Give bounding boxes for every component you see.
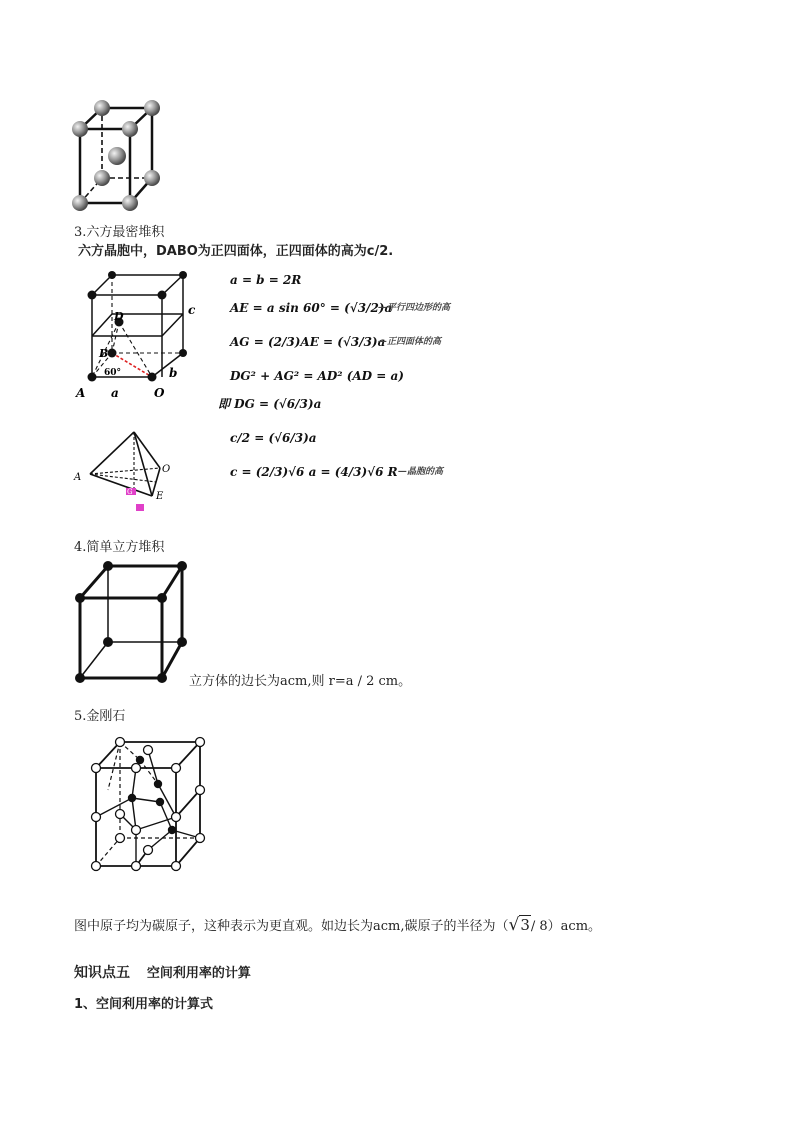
hcp-formulas	[218, 270, 470, 490]
formula-note: —平行四边形的高	[378, 303, 451, 313]
section-label-hcp: 3.六方最密堆积	[74, 225, 165, 240]
diamond-figure	[82, 730, 222, 880]
formula-row	[230, 366, 470, 394]
hcp-caption: 六方晶胞中，DABO为正四面体，正四面体的高为c/2.	[78, 244, 394, 259]
section-label-simple-cubic: 4.简单立方堆积	[74, 540, 165, 555]
hcp-label-A: A	[76, 386, 86, 400]
diamond-desc	[74, 917, 601, 935]
formula-text: c = (2/3)√6 a = (4/3)√6 R	[230, 465, 398, 479]
hcp-cell-figure	[72, 264, 202, 409]
tetra-label-G: G	[127, 488, 133, 496]
hcp-label-O: O	[154, 386, 165, 400]
formula-row	[230, 270, 470, 298]
formula-note: —正四面体的高	[378, 337, 442, 347]
diamond-desc-prefix: 图中原子均为碳原子，这种表示为更直观。如边长为acm,碳原子的半径为（	[74, 919, 509, 934]
section-label-diamond: 5.金刚石	[74, 709, 126, 724]
knowledge-heading	[74, 962, 251, 982]
hcp-label-B: B	[99, 347, 109, 360]
formula-row	[230, 332, 470, 366]
formula-text: a = b = 2R	[230, 273, 302, 287]
knowledge-subtitle: 空间利用率的计算	[146, 966, 251, 981]
formula-row	[218, 394, 470, 428]
hcp-label-b: b	[169, 366, 178, 380]
formula-text: 即 DG = (√6/3)a	[218, 397, 322, 411]
bcc-cube-figure	[70, 96, 170, 216]
simple-cubic-figure	[72, 560, 192, 686]
tetrahedron-figure	[72, 428, 182, 518]
knowledge-title: 知识点五	[74, 965, 130, 981]
formula-note: —晶胞的高	[398, 467, 444, 477]
hcp-label-c: c	[188, 303, 196, 317]
hcp-label-a: a	[111, 386, 119, 400]
tetra-label-E: E	[156, 491, 164, 502]
formula-row	[230, 428, 470, 462]
tetra-label-O: O	[162, 464, 171, 475]
diamond-desc-suffix: / 8）acm。	[530, 919, 602, 934]
formula-text: AE = a sin 60° = (√3/2)a	[230, 301, 393, 315]
knowledge-item-1: 1、空间利用率的计算式	[74, 997, 214, 1012]
simple-cubic-desc: 立方体的边长为acm,则 r=a / 2 cm。	[189, 674, 412, 689]
sqrt-sign: √	[508, 915, 520, 935]
formula-row	[230, 462, 470, 490]
formula-row	[230, 298, 470, 332]
tetra-label-A: A	[74, 472, 82, 483]
formula-text: c/2 = (√6/3)a	[230, 431, 317, 445]
sqrt-radicand: 3	[520, 916, 530, 934]
formula-text: DG² + AG² = AD² (AD = a)	[230, 369, 404, 383]
hcp-label-angle: 60°	[104, 368, 122, 378]
hcp-label-D: D	[114, 310, 124, 323]
formula-text: AG = (2/3)AE = (√3/3)a	[230, 335, 386, 349]
